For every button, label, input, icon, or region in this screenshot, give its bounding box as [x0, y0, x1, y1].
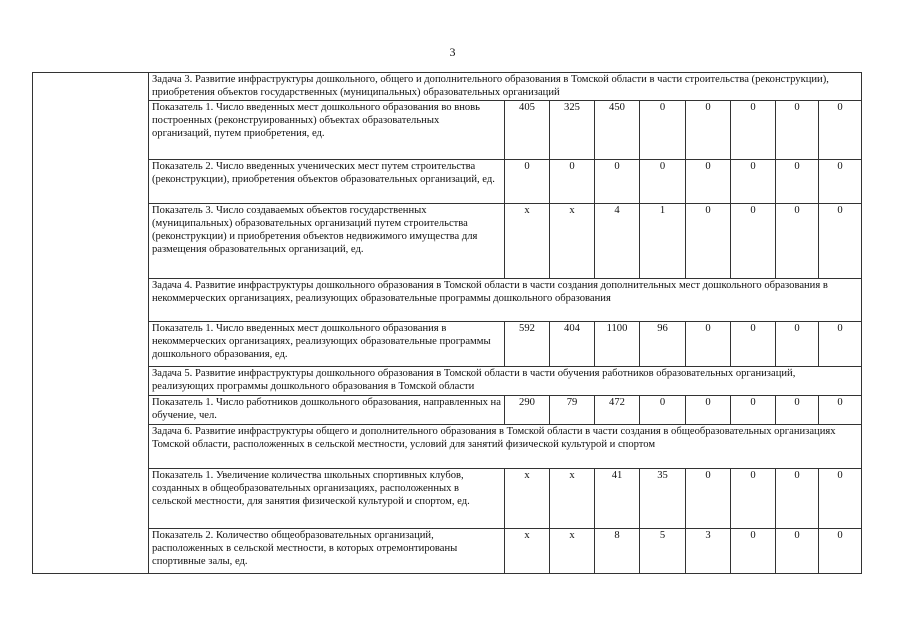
left-blank-column [33, 73, 149, 574]
value-cell: x [505, 469, 550, 529]
value-cell: 325 [550, 101, 595, 160]
indicator-row [33, 204, 862, 279]
indicator-row [33, 396, 862, 425]
value-cell: 0 [686, 204, 731, 279]
value-cell: 0 [776, 529, 819, 574]
value-cell: 290 [505, 396, 550, 425]
value-cell: 0 [776, 469, 819, 529]
indicator-row [33, 469, 862, 529]
value-cell: 0 [686, 469, 731, 529]
value-cell: 404 [550, 322, 595, 367]
indicator-row [33, 101, 862, 160]
value-cell: 96 [640, 322, 686, 367]
indicator-row [33, 322, 862, 367]
value-cell: 450 [595, 101, 640, 160]
value-cell: 0 [686, 322, 731, 367]
value-cell: 592 [505, 322, 550, 367]
indicator-row [33, 529, 862, 574]
page-number: 3 [449, 45, 456, 59]
indicator-label: Показатель 2. Количество общеобразовательных организаций, расположенных в сельской местности, в которых отремонтированы спортивные залы, ед. [149, 529, 505, 574]
value-cell: 0 [731, 322, 776, 367]
value-cell: 0 [505, 160, 550, 204]
task-4-title: Задача 4. Развитие инфраструктуры дошкольного образования в Томской области в части создания дополнительных мест дошкольного образования в некоммерческих организациях, реализующих образовательные программы дошкольного образования [149, 279, 862, 322]
value-cell: 0 [686, 396, 731, 425]
value-cell: 472 [595, 396, 640, 425]
value-cell: 0 [819, 396, 862, 425]
value-cell: 0 [776, 160, 819, 204]
value-cell: 0 [776, 204, 819, 279]
value-cell: 0 [731, 469, 776, 529]
value-cell: 0 [731, 204, 776, 279]
indicator-label: Показатель 1. Число введенных мест дошкольного образования в некоммерческих организациях, реализующих образовательные программы дошкольного образования, ед. [149, 322, 505, 367]
value-cell: 0 [686, 160, 731, 204]
value-cell: 0 [776, 101, 819, 160]
value-cell: 0 [819, 204, 862, 279]
value-cell: x [505, 529, 550, 574]
value-cell: 3 [686, 529, 731, 574]
task-row [33, 73, 862, 101]
indicator-label: Показатель 3. Число создаваемых объектов государственных (муниципальных) образовательных организаций путем строительства (реконструкции) и приобретения объектов недвижимого имущества для размещения образовательных организаций, ед. [149, 204, 505, 279]
value-cell: 0 [776, 396, 819, 425]
task-3-title: Задача 3. Развитие инфраструктуры дошкольного, общего и дополнительного образования в Томской области в части строительства (реконструкции), приобретения объектов государственных (муниципальных) образовательных организаций [149, 73, 862, 101]
value-cell: 0 [731, 101, 776, 160]
value-cell: 0 [686, 101, 731, 160]
value-cell: 8 [595, 529, 640, 574]
value-cell: 0 [550, 160, 595, 204]
value-cell: 0 [731, 160, 776, 204]
value-cell: 4 [595, 204, 640, 279]
value-cell: 35 [640, 469, 686, 529]
value-cell: 0 [731, 396, 776, 425]
value-cell: 5 [640, 529, 686, 574]
indicator-row [33, 160, 862, 204]
indicators-table [32, 72, 862, 574]
value-cell: 0 [640, 396, 686, 425]
indicator-label: Показатель 2. Число введенных ученических мест путем строительства (реконструкции), приобретения объектов образовательных организаций, ед. [149, 160, 505, 204]
task-row [33, 279, 862, 322]
value-cell: 0 [640, 101, 686, 160]
value-cell: x [505, 204, 550, 279]
value-cell: 79 [550, 396, 595, 425]
value-cell: 1 [640, 204, 686, 279]
indicator-label: Показатель 1. Число введенных мест дошкольного образования во вновь построенных (реконструированных) объектах образовательных организаций, путем приобретения, ед. [149, 101, 505, 160]
task-6-title: Задача 6. Развитие инфраструктуры общего и дополнительного образования в Томской области в части создания в общеобразовательных организациях Томской области, расположенных в сельской местности, условий для занятий физической культурой и спортом [149, 425, 862, 469]
indicator-label: Показатель 1. Число работников дошкольного образования, направленных на обучение, чел. [149, 396, 505, 425]
value-cell: 0 [819, 160, 862, 204]
value-cell: x [550, 529, 595, 574]
value-cell: 405 [505, 101, 550, 160]
value-cell: 0 [731, 529, 776, 574]
value-cell: 0 [595, 160, 640, 204]
value-cell: 41 [595, 469, 640, 529]
value-cell: 0 [819, 101, 862, 160]
task-row [33, 425, 862, 469]
value-cell: 0 [819, 529, 862, 574]
value-cell: x [550, 469, 595, 529]
value-cell: 0 [776, 322, 819, 367]
value-cell: x [550, 204, 595, 279]
task-row [33, 367, 862, 396]
value-cell: 1100 [595, 322, 640, 367]
value-cell: 0 [640, 160, 686, 204]
indicator-label: Показатель 1. Увеличение количества школьных спортивных клубов, созданных в общеобразовательных организациях, расположенных в сельской местности, для занятия физической культурой и спортом, ед. [149, 469, 505, 529]
value-cell: 0 [819, 322, 862, 367]
task-5-title: Задача 5. Развитие инфраструктуры дошкольного образования в Томской области в части обучения работников образовательных организаций, реализующих программы дошкольного образования в Томской области [149, 367, 862, 396]
value-cell: 0 [819, 469, 862, 529]
